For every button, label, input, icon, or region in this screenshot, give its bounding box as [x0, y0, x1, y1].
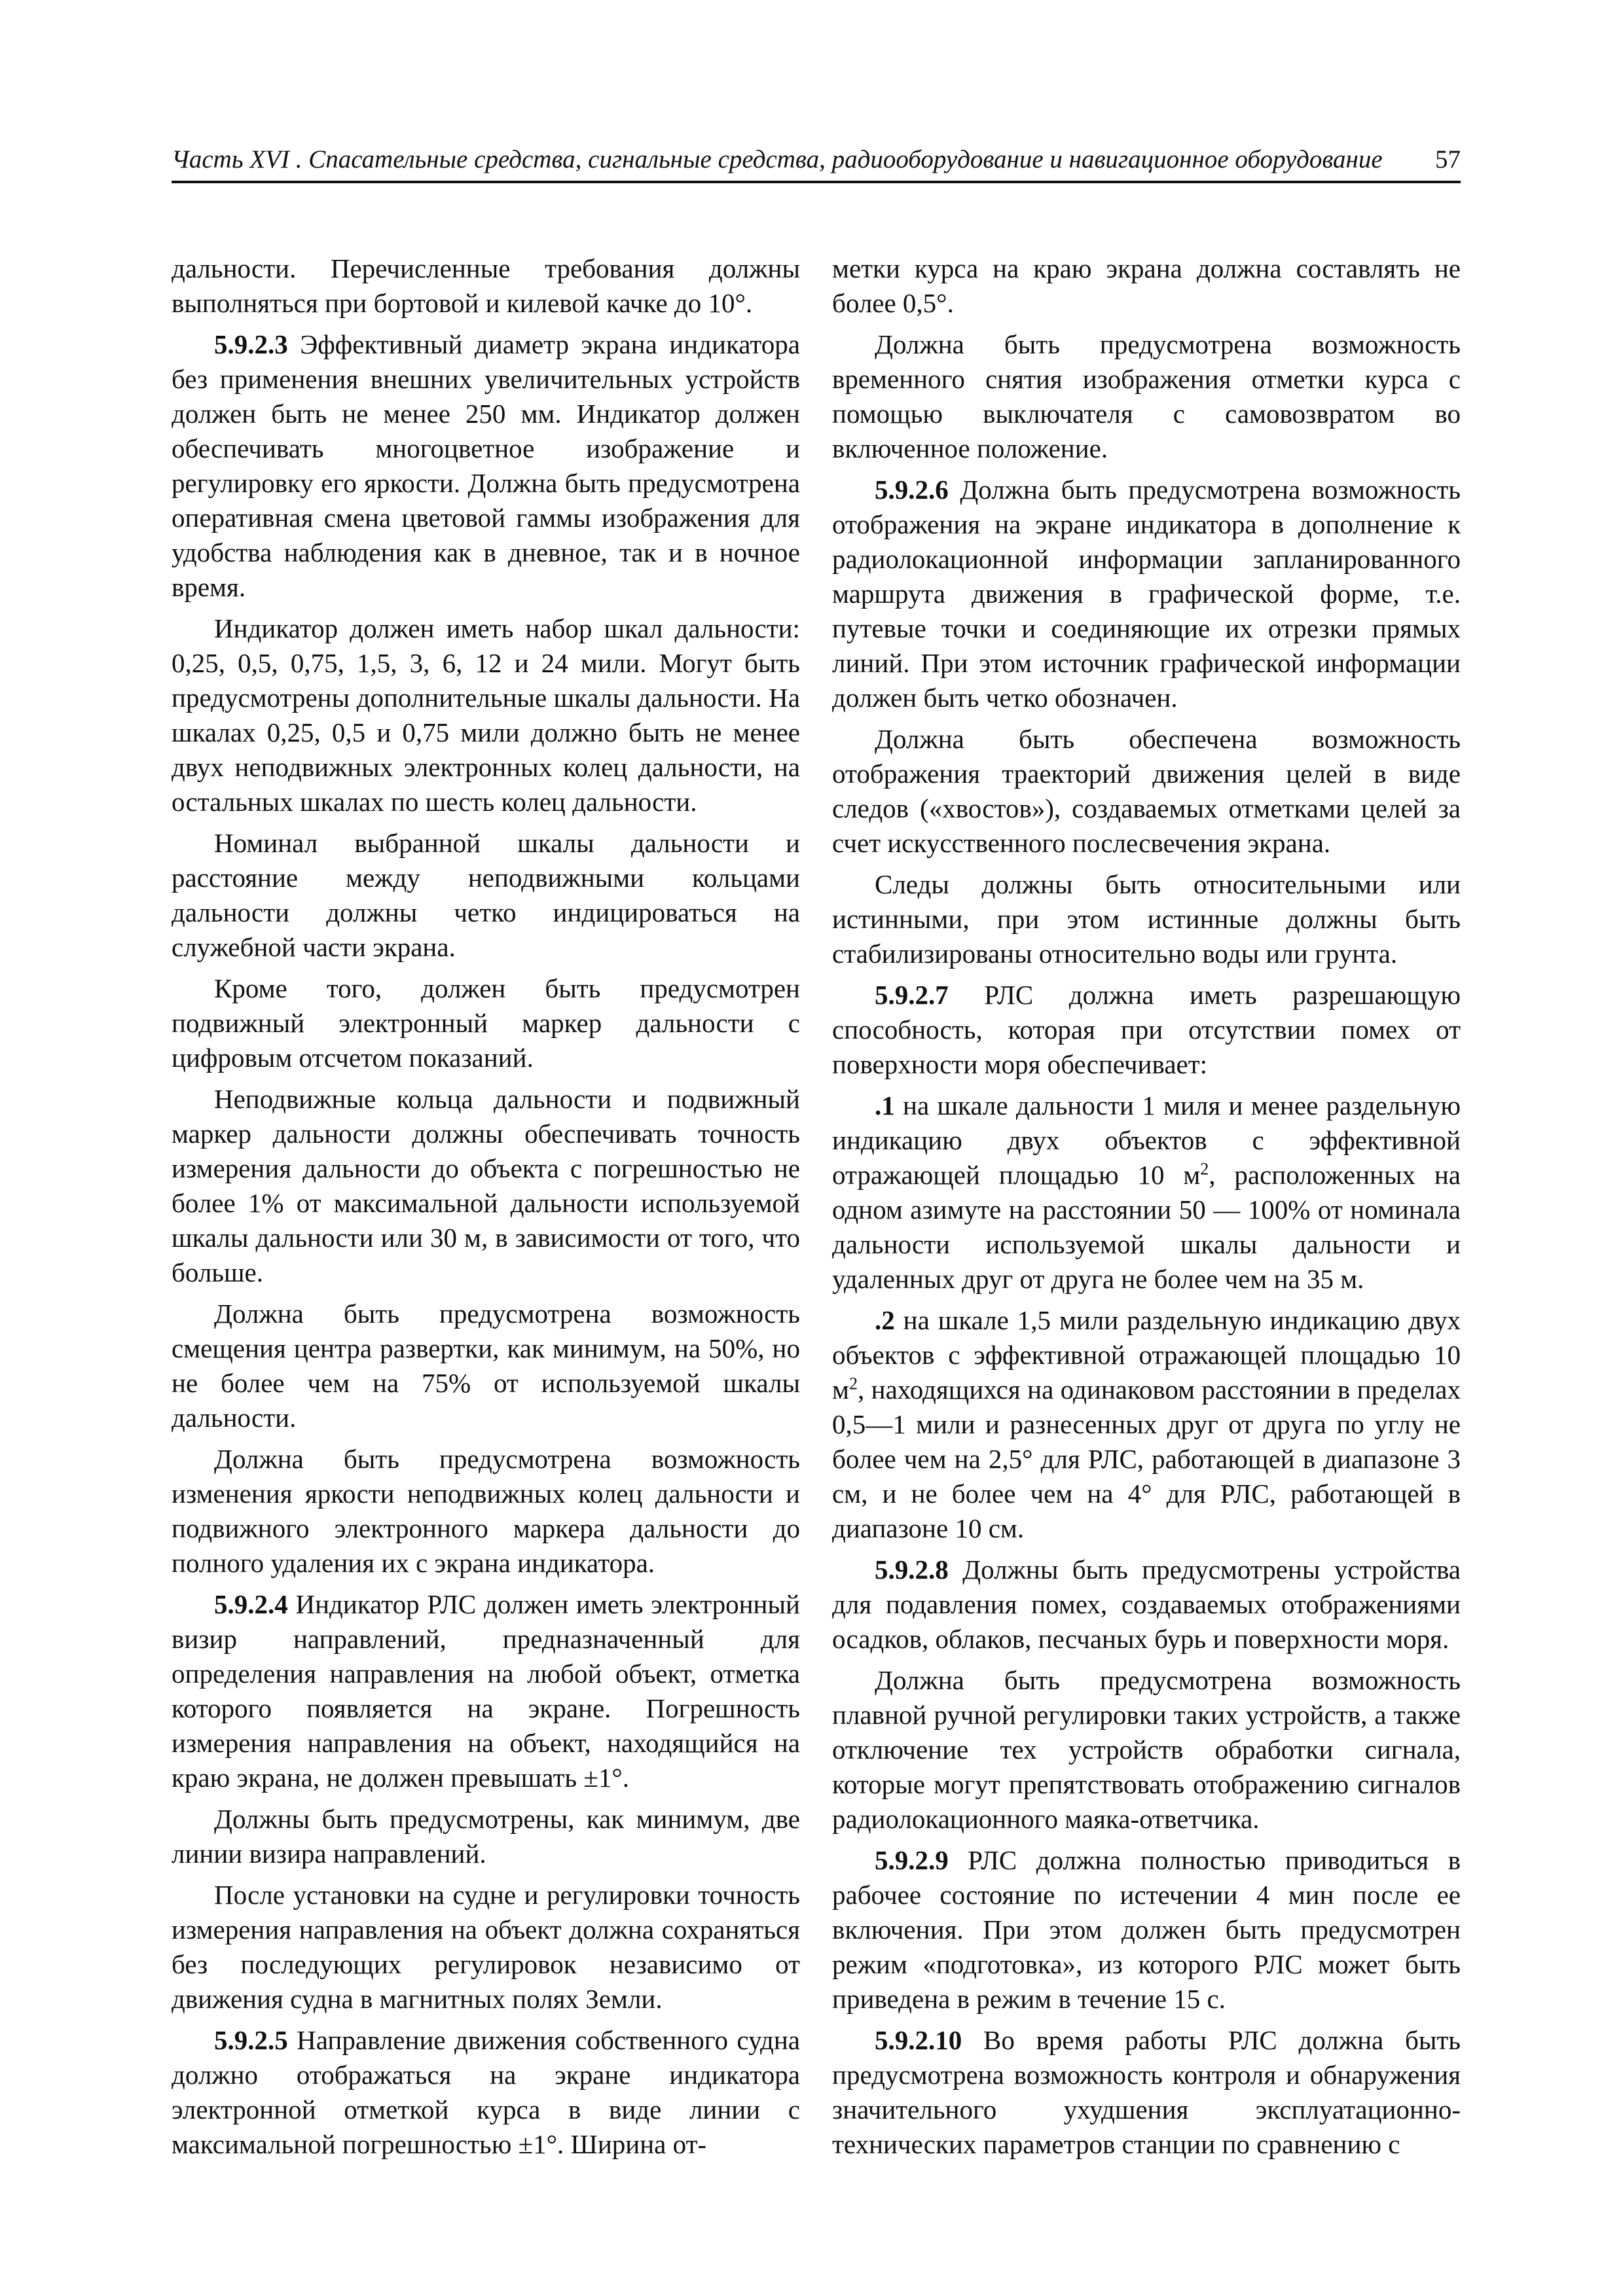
- item-number: .1: [875, 1090, 895, 1121]
- page-number: 57: [1435, 145, 1461, 173]
- paragraph-text: Эффективный диаметр экрана индикатора без применения внешних увеличительных устройств должен быть не менее 250 мм. Индикатор должен обеспечивать многоцветное изображение и регулировку его яркости. Должна быть предусмотрена оперативная смена цветовой гаммы изображения для удобства наблюдения как в дневное, так и в ночное время.: [172, 329, 800, 602]
- paragraph-text: РЛС должна полностью приводиться в рабочее состояние по истечении 4 мин после ее включения. При этом должен быть предусмотрен режим «подготовка», из которого РЛС может быть приведена в режим в течение 15 с.: [832, 1845, 1461, 2014]
- paragraph: [832, 1843, 1461, 2017]
- paragraph: метки курса на краю экрана должна составлять не более 0,5°.: [832, 253, 1461, 318]
- header-title: Часть XVI . Спасательные средства, сигнальные средства, радиооборудование и навигационное оборудование: [172, 145, 1383, 173]
- paragraph-text: на шкале дальности 1 миля и менее раздельную индикацию двух объектов с эффективной отражающей площадью 10 м: [832, 1090, 1461, 1190]
- paragraph: Должна быть предусмотрена возможность временного снятия изображения отметки курса с помощью выключателя с самовозвратом во включенное положение.: [832, 329, 1461, 463]
- right-column: [832, 251, 1461, 2162]
- section-number: 5.9.2.3: [214, 329, 288, 359]
- paragraph: [832, 2023, 1461, 2162]
- header-rule: [172, 181, 1461, 183]
- section-number: 5.9.2.4: [214, 1589, 288, 1619]
- section-number: 5.9.2.8: [875, 1554, 949, 1585]
- paragraph-text: Индикатор РЛС должен иметь электронный визир направлений, предназначенный для определения направления на любой объект, отметка которого появляется на экране. Погрешность измерения направления на объект, находящийся на краю экрана, не должен превышать ±1°.: [172, 1589, 800, 1793]
- paragraph: [172, 1587, 800, 1795]
- paragraph-text: Должны быть предусмотрены устройства для подавления помех, создаваемых отображениями осадков, облаков, песчаных бурь и поверхности моря.: [832, 1554, 1461, 1654]
- paragraph-text: Должна быть предусмотрена возможность отображения на экране индикатора в дополнение к радиолокационной информации запланированного маршрута движения в графической форме, т.е. путевые точки и соединяющие их отрезки прямых линий. При этом источник графической информации должен быть четко обозначен.: [832, 475, 1461, 713]
- paragraph: Должна быть предусмотрена возможность плавной ручной регулировки таких устройств, а также отключение тех устройств обработки сигнала, которые могут препятствовать отображению сигналов радиолокационного маяка-ответчика.: [832, 1665, 1461, 1834]
- section-number: 5.9.2.9: [875, 1845, 949, 1875]
- paragraph: Должна быть предусмотрена возможность смещения центра развертки, как минимум, на 50%, но не более чем на 75% от используемой шкалы дальности.: [172, 1299, 800, 1433]
- paragraph: Должна быть обеспечена возможность отображения траекторий движения целей в виде следов («хвостов»), создаваемых отметками целей за счет искусственного послесвечения экрана.: [832, 724, 1461, 858]
- superscript: 2: [1200, 1159, 1209, 1179]
- section-number: 5.9.2.10: [875, 2025, 962, 2055]
- paragraph-text: на шкале 1,5 мили раздельную индикацию двух объектов с эффективной отражающей площадью 10 м: [832, 1305, 1461, 1405]
- paragraph: Должна быть предусмотрена возможность изменения яркости неподвижных колец дальности и подвижного электронного маркера дальности до полного удаления их с экрана индикатора.: [172, 1444, 800, 1578]
- list-item: [832, 1303, 1461, 1546]
- superscript: 2: [848, 1374, 858, 1393]
- paragraph-text: РЛС должна иметь разрешающую способность, которая при отсутствии помех от поверхности моря обеспечивает:: [832, 980, 1461, 1079]
- list-item: [832, 1088, 1461, 1297]
- paragraph: [832, 978, 1461, 1082]
- paragraph: [832, 473, 1461, 715]
- paragraph: Неподвижные кольца дальности и подвижный маркер дальности должны обеспечивать точность измерения дальности до объекта с погрешностью не более 1% от максимальной дальности используемой шкалы дальности или 30 м, в зависимости от того, что больше.: [172, 1084, 800, 1287]
- paragraph: Индикатор должен иметь набор шкал дальности: 0,25, 0,5, 0,75, 1,5, 3, 6, 12 и 24 мили. Могут быть предусмотрены дополнительные шкалы дальности. На шкалах 0,25, 0,5 и 0,75 мили должно быть не менее двух неподвижных электронных колец дальности, на остальных шкалах по шесть колец дальности.: [172, 613, 800, 817]
- paragraph: дальности. Перечисленные требования должны выполняться при бортовой и килевой качке до 10°.: [172, 253, 800, 318]
- section-number: 5.9.2.7: [875, 980, 949, 1010]
- paragraph: [832, 1552, 1461, 1657]
- section-number: 5.9.2.6: [875, 475, 949, 505]
- paragraph-text: Во время работы РЛС должна быть предусмотрена возможность контроля и обнаружения значительного ухудшения эксплуатационно-технических параметров станции по сравнению с: [832, 2025, 1461, 2159]
- paragraph: [172, 327, 800, 605]
- paragraph: После установки на судне и регулировки точность измерения направления на объект должна сохраняться без последующих регулировок независимо от движения судна в магнитных полях Земли.: [172, 1880, 800, 2014]
- paragraph: [172, 2023, 800, 2162]
- section-number: 5.9.2.5: [214, 2025, 288, 2055]
- paragraph-text: , расположенных на одном азимуте на расстоянии 50 — 100% от номинала дальности используемой шкалы дальности и удаленных друг от друга не более чем на 35 м.: [832, 1160, 1461, 1294]
- paragraph-text: , находящихся на одинаковом расстоянии в пределах 0,5—1 мили и разнесенных друг от друга по углу не более чем на 2,5° для РЛС, работающей в диапазоне 3 см, и не более чем на 4° для РЛС, работающей в диапазоне 10 см.: [832, 1374, 1461, 1543]
- running-header: [172, 141, 1461, 178]
- paragraph: Номинал выбранной шкалы дальности и расстояние между неподвижными кольцами дальности должны четко индицироваться на служебной части экрана.: [172, 828, 800, 962]
- paragraph-text: Направление движения собственного судна должно отображаться на экране индикатора электронной отметкой курса в виде линии с максимальной погрешностью ±1°. Ширина от-: [172, 2025, 800, 2159]
- paragraph: Следы должны быть относительными или истинными, при этом истинные должны быть стабилизированы относительно воды или грунта.: [832, 869, 1461, 969]
- left-column: [172, 251, 800, 2162]
- item-number: .2: [875, 1305, 895, 1335]
- paragraph: Кроме того, должен быть предусмотрен подвижный электронный маркер дальности с цифровым отсчетом показаний.: [172, 973, 800, 1073]
- paragraph: Должны быть предусмотрены, как минимум, две линии визира направлений.: [172, 1804, 800, 1869]
